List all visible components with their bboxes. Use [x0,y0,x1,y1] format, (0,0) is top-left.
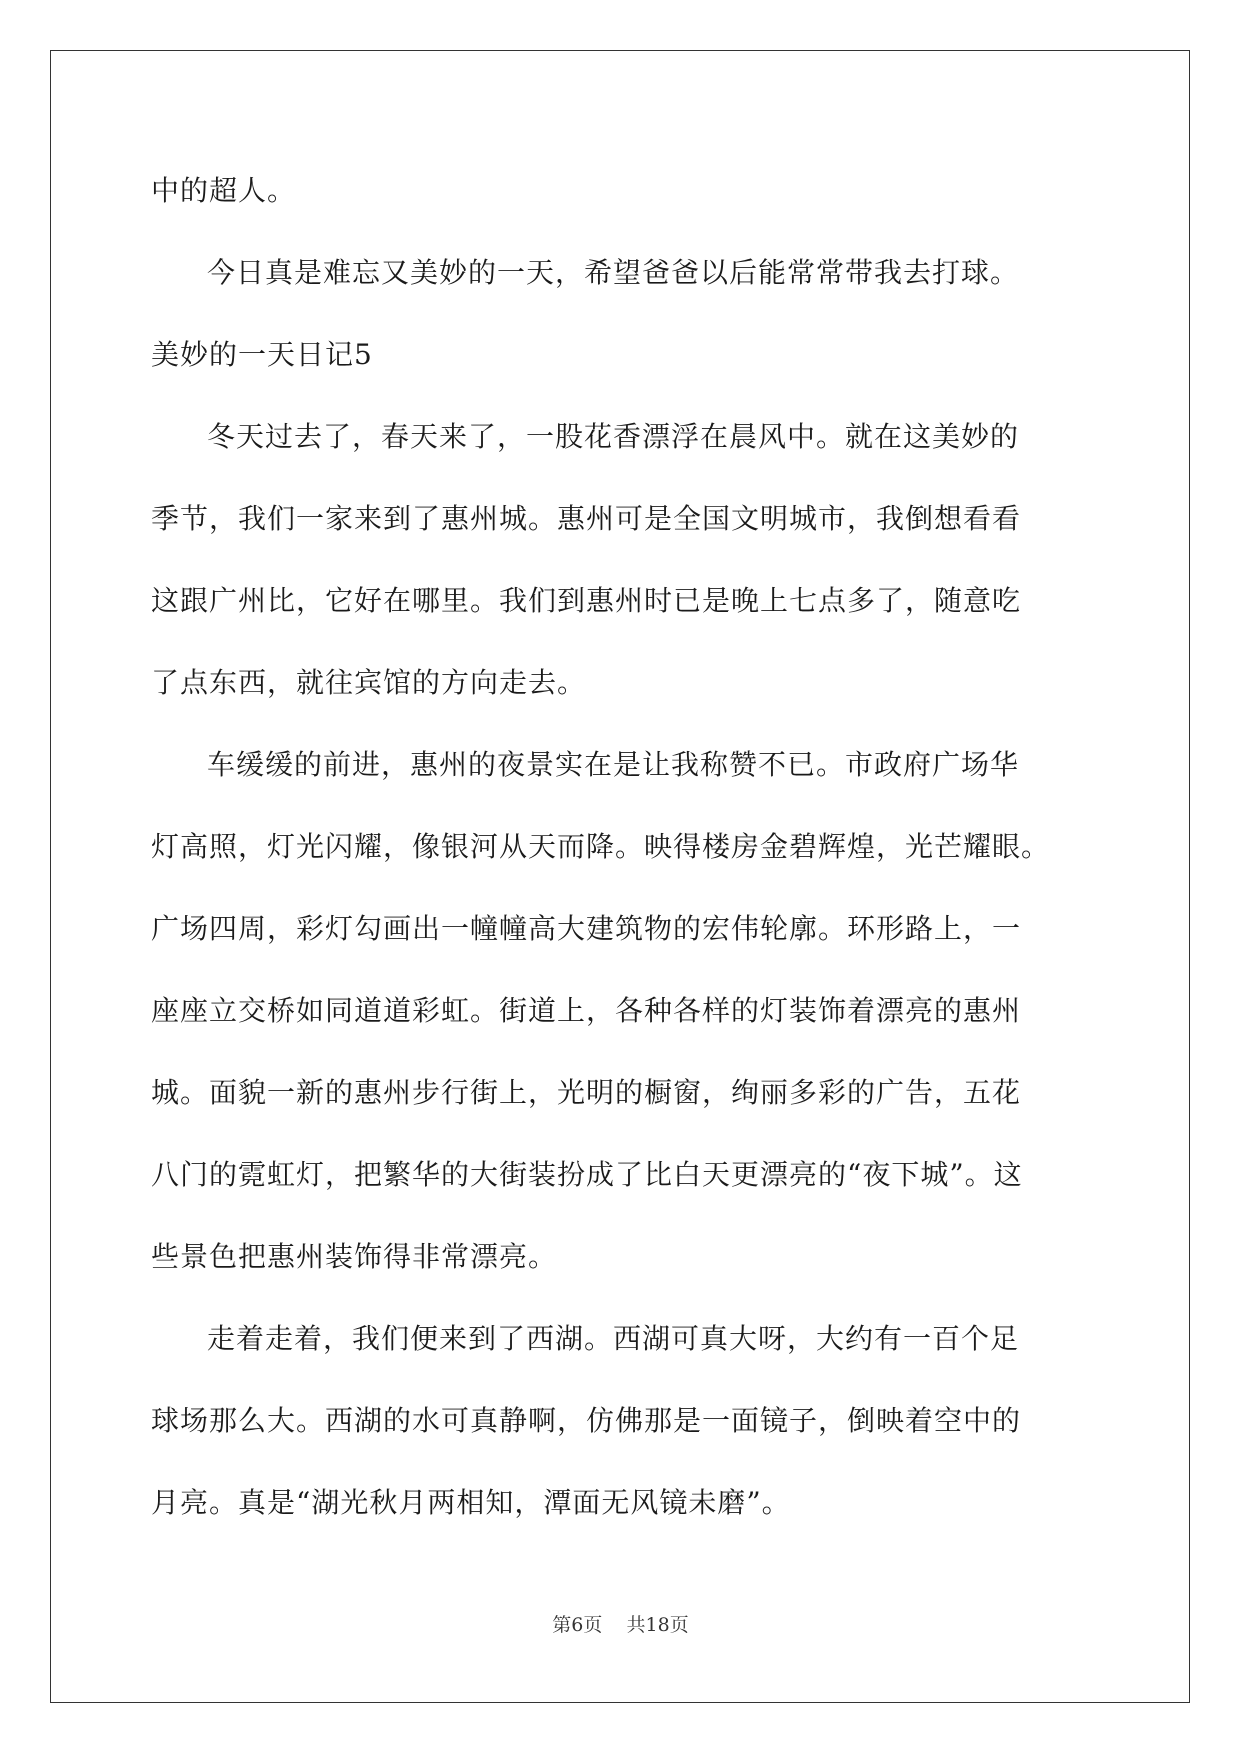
text-line: 座座立交桥如同道道彩虹。街道上，各种各样的灯装饰着漂亮的惠州 [151,994,1022,1027]
text-line: 广场四周，彩灯勾画出一幢幢高大建筑物的宏伟轮廓。环形路上，一 [151,912,1022,945]
text-line: 这跟广州比，它好在哪里。我们到惠州时已是晚上七点多了，随意吃 [151,584,1022,617]
section-heading: 美妙的一天日记5 [151,338,373,371]
text-line: 城。面貌一新的惠州步行街上，光明的橱窗，绚丽多彩的广告，五花 [151,1076,1022,1109]
text-line: 季节，我们一家来到了惠州城。惠州可是全国文明城市，我倒想看看 [151,502,1022,535]
paragraph-continuation: 中的超人。 [151,174,297,207]
paragraph [151,1298,1091,1544]
text-line: 月亮。真是“湖光秋月两相知，潭面无风镜未磨”。 [151,1486,791,1519]
text-line: 车缓缓的前进，惠州的夜景实在是让我称赞不已。市政府广场华 [207,748,1020,781]
text-line: 走着走着，我们便来到了西湖。西湖可真大呀，大约有一百个足 [207,1322,1020,1355]
paragraph [151,396,1091,724]
text-line: 八门的霓虹灯，把繁华的大街装扮成了比白天更漂亮的“夜下城”。这 [151,1158,1023,1191]
text-line: 些景色把惠州装饰得非常漂亮。 [151,1240,558,1273]
text-line: 灯高照，灯光闪耀，像银河从天而降。映得楼房金碧辉煌，光芒耀眼。 [151,830,1051,863]
document-body [151,150,1091,1544]
paragraph [151,724,1091,1298]
text-line: 球场那么大。西湖的水可真静啊，仿佛那是一面镜子，倒映着空中的 [151,1404,1022,1437]
text-line: 了点东西，就往宾馆的方向走去。 [151,666,587,699]
paragraph: 今日真是难忘又美妙的一天，希望爸爸以后能常常带我去打球。 [207,256,1020,289]
page-number-footer: 第6页 共18页 [552,1614,689,1636]
text-line: 冬天过去了，春天来了，一股花香漂浮在晨风中。就在这美妙的 [207,420,1020,453]
